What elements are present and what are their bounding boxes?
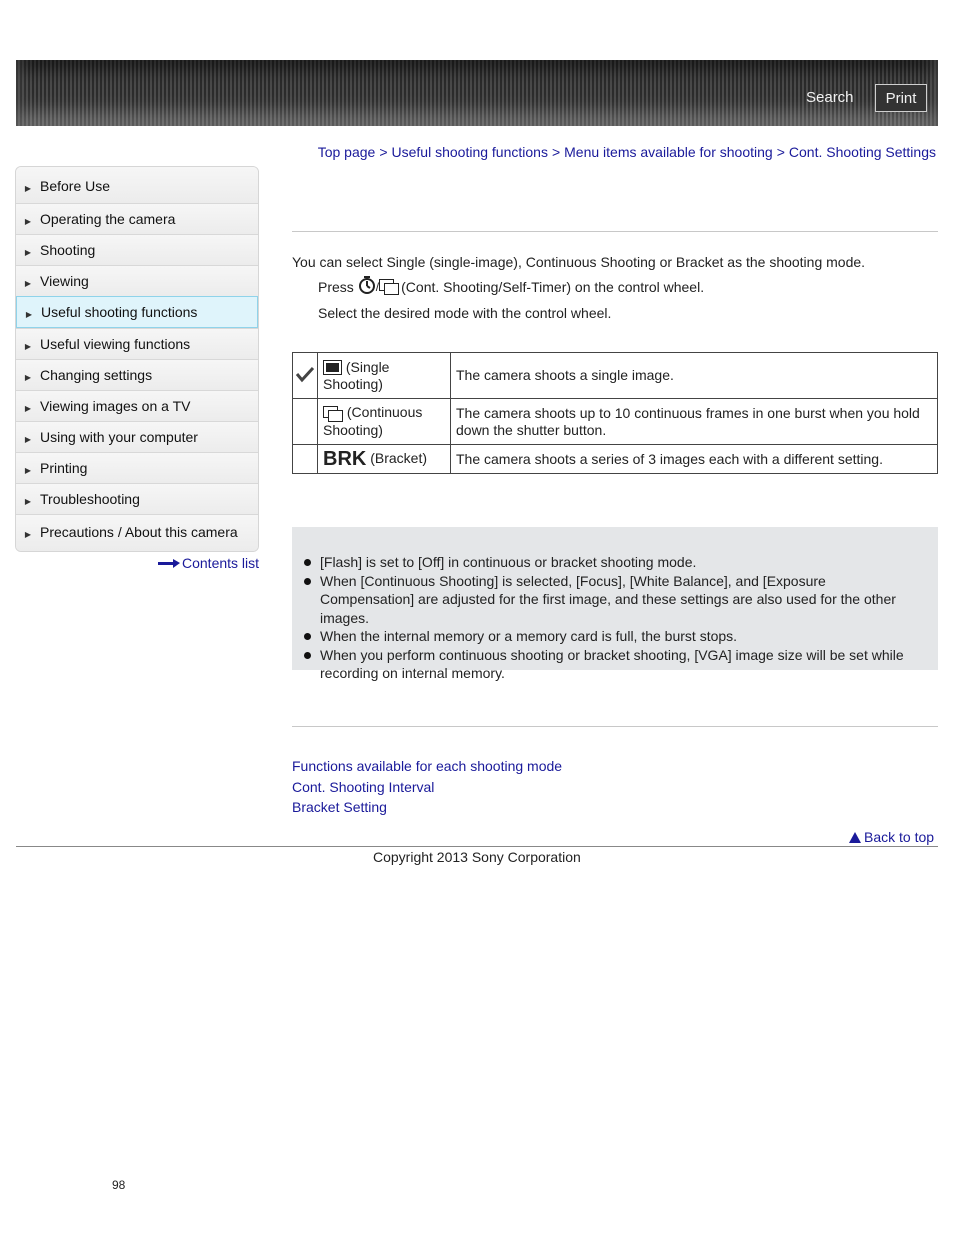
print-button[interactable]: Print xyxy=(875,84,927,112)
sidebar-item-troubleshooting[interactable] xyxy=(16,483,258,514)
intro-text: You can select Single (single-image), Continuous Shooting or Bracket as the shooting mode. xyxy=(292,254,866,270)
arrow-right-icon: ▶ xyxy=(24,216,32,226)
note-item: When [Continuous Shooting] is selected, [Focus], [White Balance], and [Exposure Compensation] are adjusted for the first image, and these settings are also used for the other images. xyxy=(302,572,922,628)
mode-table xyxy=(292,352,938,474)
selected-check-cell xyxy=(293,353,318,399)
arrow-right-icon: ▶ xyxy=(24,434,32,444)
checkmark-icon xyxy=(295,365,315,383)
breadcrumb-useful-shooting-functions[interactable]: Useful shooting functions xyxy=(391,144,548,160)
note-item: When you perform continuous shooting or bracket shooting, [VGA] image size will be set while recording on internal memory. xyxy=(302,646,922,683)
sidebar-item-changing-settings[interactable] xyxy=(16,359,258,390)
breadcrumb-menu-items[interactable]: Menu items available for shooting xyxy=(564,144,773,160)
sidebar-item-label: Viewing xyxy=(40,273,89,289)
notes-box xyxy=(292,527,938,681)
breadcrumb-separator: > xyxy=(379,144,388,160)
mode-name-bracket xyxy=(318,445,451,474)
arrow-right-icon: ▶ xyxy=(24,247,32,257)
breadcrumb xyxy=(318,144,936,160)
bracket-icon: BRK xyxy=(323,447,367,470)
arrow-right-icon: ▶ xyxy=(24,529,32,539)
breadcrumb-separator: > xyxy=(551,144,561,160)
related-link-bracket-setting[interactable]: Bracket Setting xyxy=(292,799,387,815)
note-item: When the internal memory or a memory card is full, the burst stops. xyxy=(302,627,922,646)
arrow-right-icon xyxy=(158,559,180,567)
continuous-shooting-icon xyxy=(323,406,343,422)
note-item: [Flash] is set to [Off] in continuous or bracket shooting mode. xyxy=(302,553,922,572)
arrow-up-icon xyxy=(849,832,861,843)
mode-name-line2: Shooting) xyxy=(323,421,383,438)
step-1-suffix: (Cont. Shooting/Self-Timer) on the control wheel. xyxy=(401,278,705,295)
empty-check-cell xyxy=(293,445,318,474)
table-row xyxy=(293,445,938,474)
arrow-right-icon: ▶ xyxy=(25,309,33,319)
sidebar-nav xyxy=(15,166,259,552)
sidebar-item-label: Useful shooting functions xyxy=(41,304,198,320)
sidebar-item-before-use[interactable] xyxy=(16,167,258,203)
arrow-right-icon: ▶ xyxy=(24,341,32,351)
sidebar-item-operating-camera[interactable] xyxy=(16,203,258,234)
sidebar-item-printing[interactable] xyxy=(16,452,258,483)
sidebar-item-shooting[interactable] xyxy=(16,234,258,265)
contents-list-link[interactable] xyxy=(158,555,259,571)
arrow-right-icon: ▶ xyxy=(24,372,32,382)
header-bar xyxy=(16,60,938,126)
table-row xyxy=(293,353,938,399)
mode-desc-continuous: The camera shoots up to 10 continuous frames in one burst when you hold down the shutter button. xyxy=(451,399,938,445)
self-timer-icon xyxy=(358,276,376,297)
sidebar-item-viewing-on-tv[interactable] xyxy=(16,390,258,421)
mode-name-single xyxy=(318,353,451,399)
continuous-shooting-icon xyxy=(379,279,399,295)
step-1-prefix: Press xyxy=(318,278,354,295)
sidebar-item-label: Using with your computer xyxy=(40,429,198,445)
single-shooting-icon xyxy=(323,360,342,375)
page-number: 98 xyxy=(112,1178,126,1192)
sidebar-item-precautions[interactable] xyxy=(16,514,258,551)
empty-check-cell xyxy=(293,399,318,445)
sidebar-item-label: Operating the camera xyxy=(40,211,176,227)
sidebar-item-label: Precautions / About this camera xyxy=(40,524,238,540)
sidebar-item-useful-viewing-functions[interactable] xyxy=(16,328,258,359)
copyright-text: Copyright 2013 Sony Corporation xyxy=(373,849,581,865)
mode-name-line2: Shooting) xyxy=(323,375,383,392)
section-divider xyxy=(292,726,938,727)
sidebar-item-label: Changing settings xyxy=(40,367,153,383)
mode-desc-bracket: The camera shoots a series of 3 images each with a different setting. xyxy=(451,445,938,474)
mode-desc-single: The camera shoots a single image. xyxy=(451,353,938,399)
sidebar-item-viewing[interactable] xyxy=(16,265,258,296)
contents-list-label: Contents list xyxy=(182,555,260,571)
breadcrumb-current-page[interactable]: Cont. Shooting Settings xyxy=(788,144,936,160)
search-button[interactable]: Search xyxy=(806,89,854,106)
arrow-right-icon: ▶ xyxy=(24,278,32,288)
sidebar-item-label: Printing xyxy=(40,460,88,476)
section-divider xyxy=(292,231,938,232)
back-to-top-label: Back to top xyxy=(864,829,935,845)
mode-name-line1: (Bracket) xyxy=(370,450,428,467)
mode-name-continuous xyxy=(318,399,451,445)
sidebar-item-label: Useful viewing functions xyxy=(40,336,191,352)
related-link-functions-available[interactable]: Functions available for each shooting mode xyxy=(292,758,563,774)
sidebar-item-label: Viewing images on a TV xyxy=(40,398,191,414)
arrow-right-icon: ▶ xyxy=(24,183,32,193)
sidebar-item-label: Troubleshooting xyxy=(40,491,140,507)
related-link-cont-shooting-interval[interactable]: Cont. Shooting Interval xyxy=(292,779,435,795)
sidebar-item-label: Shooting xyxy=(40,242,96,258)
arrow-right-icon: ▶ xyxy=(24,496,32,506)
breadcrumb-top-page[interactable]: Top page xyxy=(317,144,376,160)
sidebar-item-label: Before Use xyxy=(40,178,111,194)
arrow-right-icon: ▶ xyxy=(24,465,32,475)
table-row xyxy=(293,399,938,445)
step-1: Press / (Cont. Shooting/Self-Timer) on the control wheel. xyxy=(318,276,704,297)
step-2: Select the desired mode with the control wheel. xyxy=(318,305,612,321)
sidebar-item-using-with-computer[interactable] xyxy=(16,421,258,452)
arrow-right-icon: ▶ xyxy=(24,403,32,413)
back-to-top-link[interactable] xyxy=(849,829,934,845)
breadcrumb-separator: > xyxy=(776,144,785,160)
mode-name-line1: (Continuous xyxy=(346,404,423,421)
mode-name-line1: (Single xyxy=(345,358,390,375)
footer-divider xyxy=(16,846,938,847)
sidebar-item-useful-shooting-functions[interactable] xyxy=(16,296,258,328)
